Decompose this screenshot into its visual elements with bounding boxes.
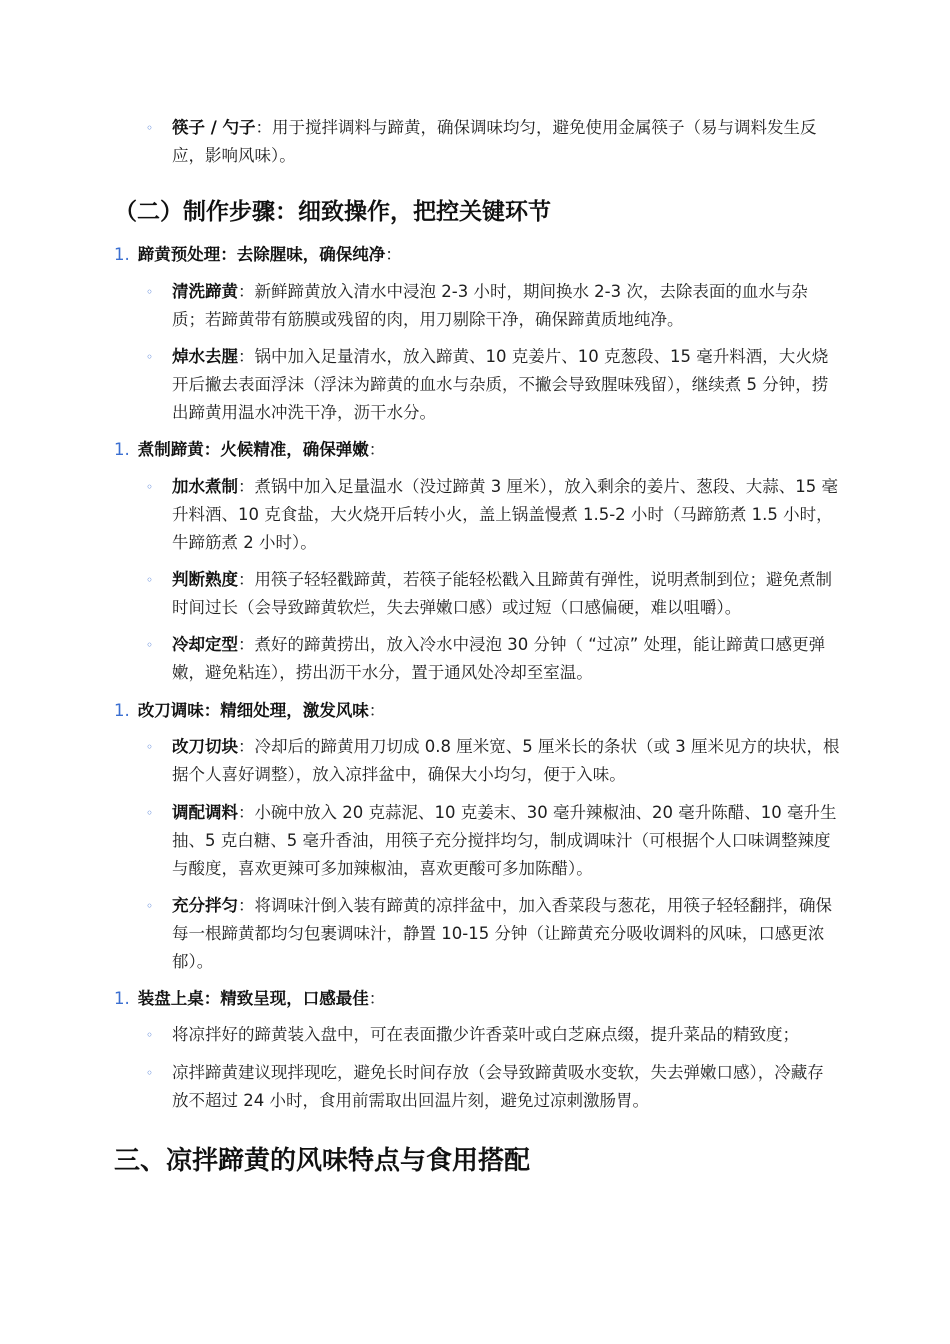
step-number: 1.	[114, 440, 130, 459]
list-item	[146, 566, 840, 622]
list-item	[146, 114, 840, 170]
bullet-icon: ◦	[146, 480, 154, 494]
item-title: 调配调料	[172, 803, 238, 822]
item-text: ：将调味汁倒入装有蹄黄的凉拌盆中，加入香菜段与葱花，用筷子轻轻翻拌，确保每一根蹄黄都均匀包裹调味汁，静置 10-15 分钟（让蹄黄充分吸收调料的风味，口感更浓郁）。	[172, 896, 832, 971]
item-text: ：煮好的蹄黄捞出，放入冷水中浸泡 30 分钟（ “过凉” 处理，能让蹄黄口感更弹嫩，避免粘连），捞出沥干水分，置于通风处冷却至室温。	[172, 635, 826, 682]
step-number: 1.	[114, 701, 130, 720]
list-item	[146, 799, 840, 883]
numbered-step: 1. 煮制蹄黄：火候精准，确保弹嫩：	[114, 440, 386, 459]
bullet-icon: ◦	[146, 740, 154, 754]
item-text: 凉拌蹄黄建议现拌现吃，避免长时间存放（会导致蹄黄吸水变软，失去弹嫩口感），冷藏存放不超过 24 小时，食用前需取出回温片刻，避免过凉刺激肠胃。	[172, 1063, 824, 1110]
item-text: ：新鲜蹄黄放入清水中浸泡 2-3 小时，期间换水 2-3 次，去除表面的血水与杂质；若蹄黄带有筋膜或残留的肉，用刀剔除干净，确保蹄黄质地纯净。	[172, 282, 808, 329]
section-heading: （二）制作步骤：细致操作，把控关键环节	[114, 199, 551, 225]
list-item	[146, 733, 840, 789]
step-title: 煮制蹄黄：火候精准，确保弹嫩	[137, 440, 369, 459]
list-item	[146, 892, 840, 976]
step-title: 蹄黄预处理：去除腥味，确保纯净	[137, 245, 386, 264]
list-item	[146, 343, 840, 427]
item-title: 充分拌匀	[172, 896, 238, 915]
bullet-icon: ◦	[146, 121, 154, 135]
numbered-step: 1. 蹄黄预处理：去除腥味，确保纯净：	[114, 245, 402, 264]
item-title: 筷子 / 勺子	[172, 118, 256, 137]
item-title: 焯水去腥	[172, 347, 238, 366]
list-item	[146, 1059, 840, 1115]
list-item	[146, 473, 840, 557]
bullet-icon: ◦	[146, 899, 154, 913]
step-number: 1.	[114, 245, 130, 264]
item-text: ：小碗中放入 20 克蒜泥、10 克姜末、30 毫升辣椒油、20 毫升陈醋、10 毫升生抽、5 克白糖、5 毫升香油，用筷子充分搅拌均匀，制成调味汁（可根据个人口味调整辣度与酸度，喜欢更辣可多加辣椒油，喜欢更酸可多加陈醋）。	[172, 803, 837, 878]
bullet-icon: ◦	[146, 1066, 154, 1080]
bullet-icon: ◦	[146, 350, 154, 364]
item-title: 清洗蹄黄	[172, 282, 238, 301]
bullet-icon: ◦	[146, 285, 154, 299]
item-title: 冷却定型	[172, 635, 238, 654]
item-text: ：用筷子轻轻戳蹄黄，若筷子能轻松戳入且蹄黄有弹性，说明煮制到位；避免煮制时间过长（会导致蹄黄软烂，失去弹嫩口感）或过短（口感偏硬，难以咀嚼）。	[172, 570, 832, 617]
item-title: 改刀切块	[172, 737, 238, 756]
bullet-icon: ◦	[146, 1028, 154, 1042]
bullet-icon: ◦	[146, 573, 154, 587]
item-text: ：冷却后的蹄黄用刀切成 0.8 厘米宽、5 厘米长的条状（或 3 厘米见方的块状，根据个人喜好调整），放入凉拌盆中，确保大小均匀，便于入味。	[172, 737, 840, 784]
step-title: 装盘上桌：精致呈现，口感最佳	[137, 989, 369, 1008]
numbered-step: 1. 装盘上桌：精致呈现，口感最佳：	[114, 989, 386, 1008]
bullet-icon: ◦	[146, 806, 154, 820]
item-text: 将凉拌好的蹄黄装入盘中，可在表面撒少许香菜叶或白芝麻点缀，提升菜品的精致度；	[172, 1025, 799, 1044]
step-number: 1.	[114, 989, 130, 1008]
section-heading: 三、凉拌蹄黄的风味特点与食用搭配	[114, 1146, 531, 1176]
item-title: 加水煮制	[172, 477, 238, 496]
item-text: ：锅中加入足量清水，放入蹄黄、10 克姜片、10 克葱段、15 毫升料酒，大火烧开后撇去表面浮沫（浮沫为蹄黄的血水与杂质，不撇会导致腥味残留），继续煮 5 分钟，捞出蹄黄用温水冲洗干净，沥干水分。	[172, 347, 829, 422]
item-text: ：用于搅拌调料与蹄黄，确保调味均匀，避免使用金属筷子（易与调料发生反应，影响风味）。	[172, 118, 817, 165]
item-title: 判断熟度	[172, 570, 238, 589]
list-item	[146, 278, 840, 334]
bullet-icon: ◦	[146, 638, 154, 652]
list-item	[146, 1021, 840, 1049]
list-item	[146, 631, 840, 687]
numbered-step: 1. 改刀调味：精细处理，激发风味：	[114, 701, 386, 720]
item-text: ：煮锅中加入足量温水（没过蹄黄 3 厘米），放入剩余的姜片、葱段、大蒜、15 毫升料酒、10 克食盐，大火烧开后转小火，盖上锅盖慢煮 1.5-2 小时（马蹄筋煮 1.5 小时，牛蹄筋煮 2 小时）。	[172, 477, 838, 552]
step-title: 改刀调味：精细处理，激发风味	[137, 701, 369, 720]
